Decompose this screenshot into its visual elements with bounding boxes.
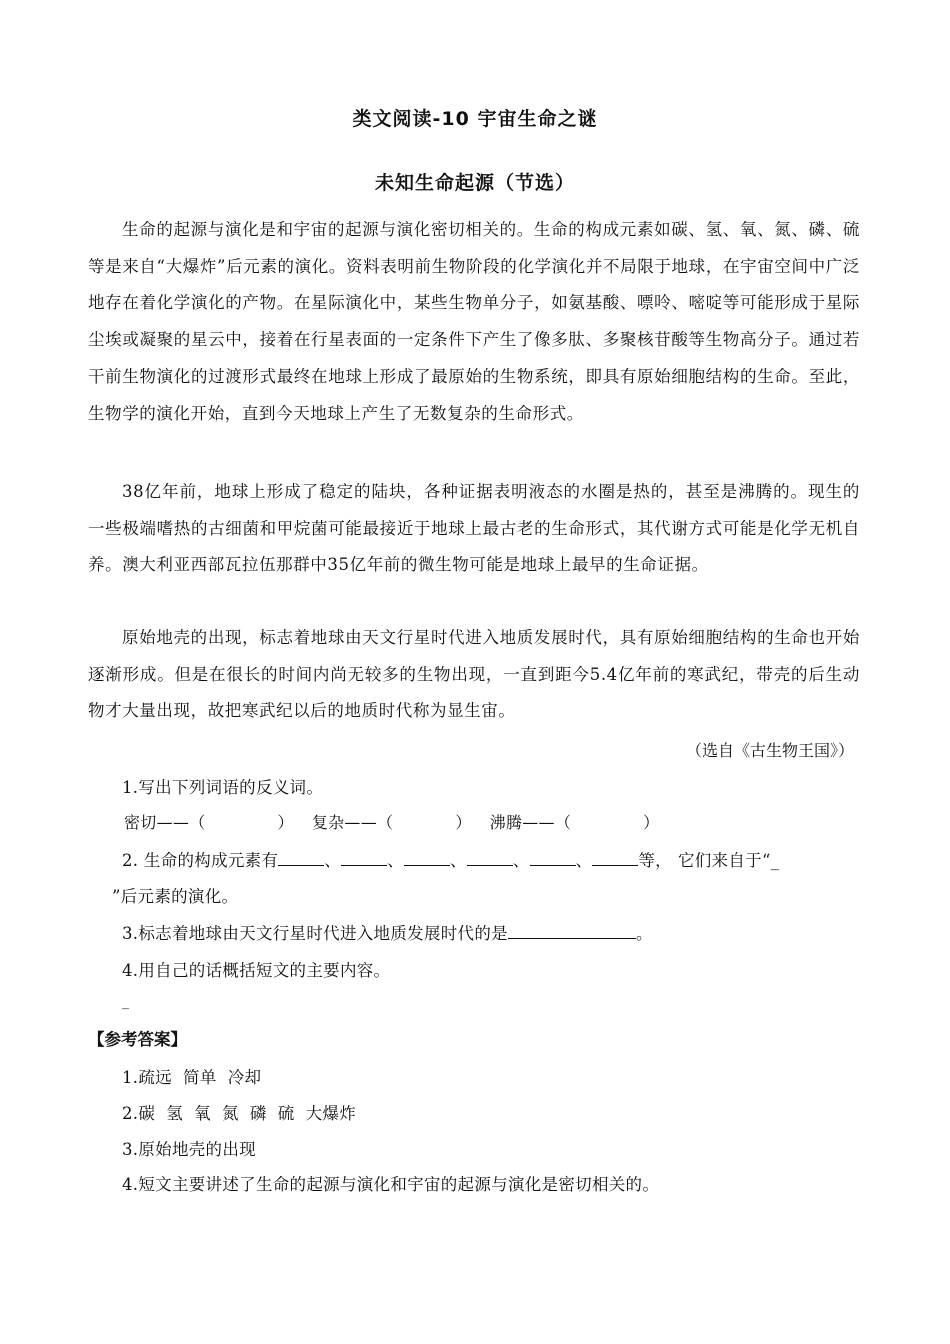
answer-blank[interactable]: [530, 851, 576, 866]
passage-source: （选自《古生物王国》）: [685, 741, 854, 760]
answer-blank[interactable]: [278, 851, 324, 866]
separator: 、: [324, 851, 342, 870]
question-1-blanks: [124, 810, 659, 833]
question-4: 4.用自己的话概括短文的主要内容。: [122, 961, 391, 980]
question-3-end: 。: [635, 924, 653, 943]
passage-paragraph-2: 38亿年前，地球上形成了稳定的陆块，各种证据表明液态的水圈是热的，甚至是沸腾的。现生的一些极端嗜热的古细菌和甲烷菌可能最接近于地球上最古老的生命形式，其代谢方式可能是化学无机自养。澳大利亚西部瓦拉伍那群中35亿年前的微生物可能是地球上最早的生命证据。: [88, 482, 860, 575]
answer-2: 2.碳 氢 氧 氮 磷 硫 大爆炸: [122, 1104, 357, 1123]
antonym-item-3-label: 沸腾——（: [489, 813, 572, 832]
question-2-underscore: _: [770, 851, 780, 870]
question-3-text: 3.标志着地球由天文行星时代进入地质发展时代的是: [122, 924, 508, 943]
answer-blank[interactable]: [341, 851, 387, 866]
passage-title: 未知生命起源（节选）: [374, 172, 575, 194]
antonym-item-2-label: 复杂——（: [311, 813, 394, 832]
separator: 、: [387, 851, 404, 870]
answer-blank[interactable]: [592, 851, 638, 866]
answer-blank[interactable]: [508, 924, 636, 939]
antonym-item-1-close: ）: [277, 813, 294, 832]
question-2-suffix: 它们来自于“: [677, 851, 771, 870]
passage-paragraph-1: 生命的起源与演化是和宇宙的起源与演化密切相关的。生命的构成元素如碳、氢、氧、氮、磷、硫等是来自“大爆炸”后元素的演化。资料表明前生物阶段的化学演化并不局限于地球，在宇宙空间中广泛地存在着化学演化的产物。在星际演化中，某些生物单分子，如氨基酸、嘌呤、嘧啶等可能形成于星际尘埃或凝聚的星云中，接着在行星表面的一定条件下产生了像多肽、多聚核苷酸等生物高分子。通过若干前生物演化的过渡形式最终在地球上形成了最原始的生物系统，即具有原始细胞结构的生命。至此，生物学的演化开始，直到今天地球上产生了无数复杂的生命形式。: [88, 220, 860, 423]
answers-heading: 【参考答案】: [88, 1030, 187, 1049]
question-2-prefix: 2. 生命的构成元素有: [122, 851, 279, 870]
question-2-continuation: ”后元素的演化。: [112, 887, 239, 906]
answer-4: 4.短文主要讲述了生命的起源与演化和宇宙的起源与演化是密切相关的。: [122, 1175, 660, 1194]
separator: 、: [449, 851, 467, 870]
answer-blank[interactable]: [404, 851, 450, 866]
answer-1: 1.疏远 简单 冷却: [122, 1068, 262, 1087]
question-1: 1.写出下列词语的反义词。: [122, 778, 324, 797]
antonym-item-2-close: ）: [455, 813, 472, 832]
answer-blank[interactable]: [467, 851, 513, 866]
antonym-item-3-close: ）: [643, 813, 660, 832]
passage-paragraph-3: 原始地壳的出现，标志着地球由天文行星时代进入地质发展时代，具有原始细胞结构的生命也开始逐渐形成。但是在很长的时间内尚无较多的生物出现，一直到距今5.4亿年前的寒武纪，带壳的后生动物才大量出现，故把寒武纪以后的地质时代称为显生宙。: [88, 628, 860, 721]
page-title: 类文阅读-10 宇宙生命之谜: [352, 108, 598, 130]
question-3: [122, 920, 653, 944]
separator: 、: [575, 851, 593, 870]
antonym-item-1-label: 密切——（: [124, 813, 206, 832]
answer-line-marker: _: [122, 994, 129, 1010]
answer-3: 3.原始地壳的出现: [122, 1140, 256, 1159]
question-2-mid: 等，: [638, 851, 672, 870]
question-2: [122, 847, 779, 871]
separator: 、: [512, 851, 530, 870]
